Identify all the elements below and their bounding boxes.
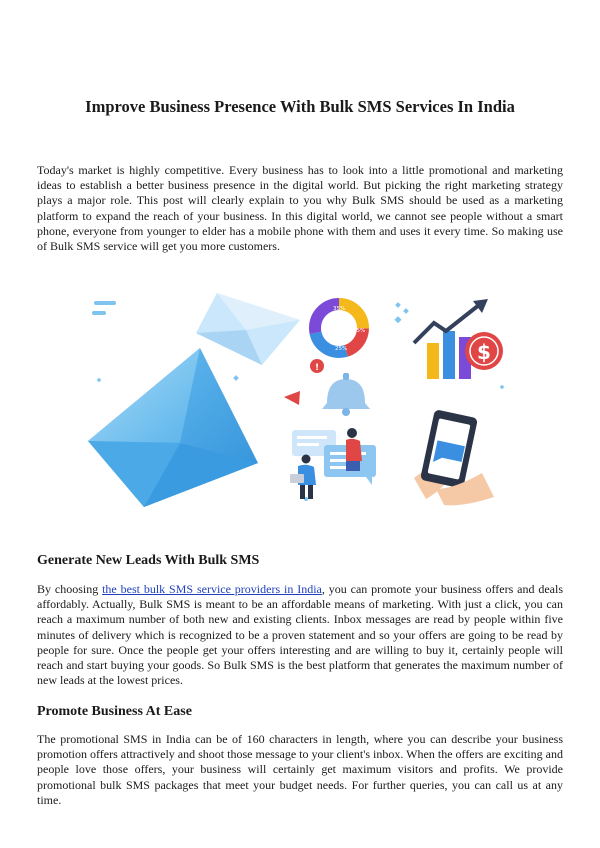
page-title: Improve Business Presence With Bulk SMS Services In India xyxy=(85,97,515,116)
intro-paragraph: Today's market is highly competitive. Every business has to look into a little promotional and marketing ideas to establish a better business presence in the digital world. But picking the right marketing strategy plays a major role. This post will clearly explain to you why Bulk SMS should be used as a marketing platform to expand the reach of your business. In this digital world, we cannot see people without a smart phone, everyone from younger to elder has a mobile phone with them and uses it every time. So making use of Bulk SMS service will get you more customers. xyxy=(37,163,563,254)
hero-illustration xyxy=(84,293,516,517)
dollar-coin-icon xyxy=(465,332,503,370)
leads-text-after-link: , you can promote your business offers and deals affordably. Actually, Bulk SMS is meant to be an affordable means of marketing. With just a click, you can reach a maximum number of both new and existing clients. Inbox messages are read by people within five minutes of delivery which is recognized to be a proven statement and so your offers are going to be read by people for sure. Once the people get your offers interesting and are willing to buy it, certainly people will reach and start buying your goods. So Bulk SMS is the best platform that generates the maximum number of new leads at the lowest prices. xyxy=(37,582,563,688)
chart-label: 15% xyxy=(353,328,366,334)
svg-text:!: ! xyxy=(315,363,320,373)
chart-label: 35% xyxy=(333,306,346,312)
section-heading-promote: Promote Business At Ease xyxy=(37,704,192,719)
promote-paragraph: The promotional SMS in India can be of 160 characters in length, where you can describe your business promotion offers attractively and shoot those message to your client's inbox. When the offers are exciting and people love those offers, your business will certainly get maximum visitors and profits. We provide promotional bulk SMS packages that meet your budget needs. For further queries, you can call us at any time. xyxy=(37,732,563,807)
leads-text-before-link: By choosing xyxy=(37,582,103,596)
svg-text:$: $ xyxy=(477,340,491,364)
leads-paragraph xyxy=(37,582,563,688)
bulk-sms-providers-link[interactable]: the best bulk SMS service providers in India xyxy=(102,582,322,596)
chart-label: 25% xyxy=(335,346,348,352)
section-heading-leads: Generate New Leads With Bulk SMS xyxy=(37,553,260,568)
